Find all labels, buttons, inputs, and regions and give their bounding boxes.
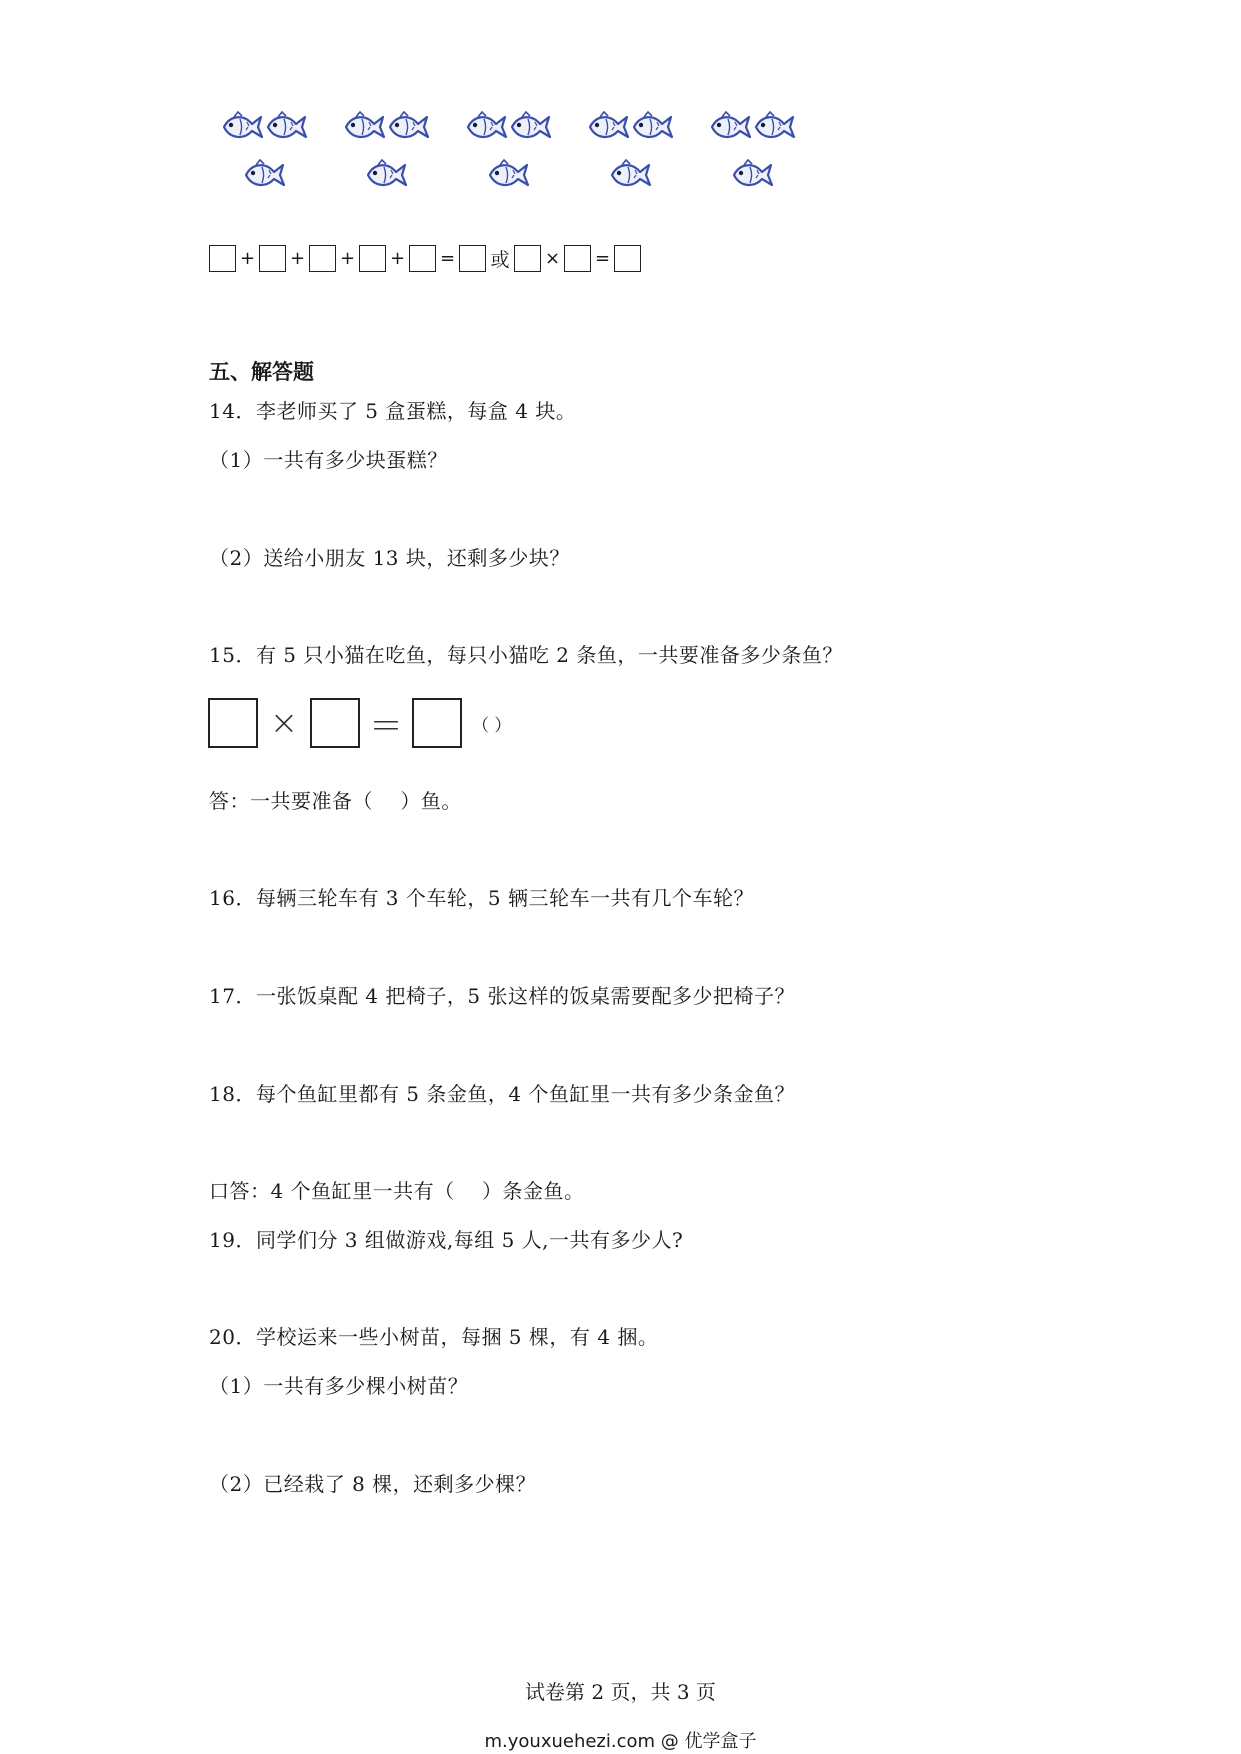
times-sign: × — [544, 247, 561, 269]
question-16: 16．每辆三轮车有 3 个车轮，5 辆三轮车一共有几个车轮？ — [209, 886, 754, 910]
answer-box[interactable] — [412, 698, 462, 748]
repeated-addition-equation — [209, 243, 641, 273]
fish-icon — [708, 110, 752, 144]
plus-sign: + — [339, 247, 356, 269]
equals-sign: ＝ — [369, 706, 403, 747]
answer-box[interactable] — [208, 698, 258, 748]
watermark: m.youxuehezi.com @ 优学盒子 — [484, 1731, 757, 1752]
fish-icon — [264, 110, 308, 144]
equals-sign: = — [439, 247, 456, 269]
answer-box[interactable] — [459, 245, 486, 272]
fish-icon — [242, 158, 286, 192]
question-18: 18．每个鱼缸里都有 5 条金鱼，4 个鱼缸里一共有多少条金鱼？ — [209, 1082, 795, 1106]
question-15-answer: 答：一共要准备（ ）鱼。 — [209, 789, 462, 813]
fish-icon — [364, 158, 408, 192]
answer-box[interactable] — [514, 245, 541, 272]
equals-sign: = — [594, 247, 611, 269]
fish-picture — [220, 110, 820, 205]
question-14-part-2: （2）送给小朋友 13 块，还剩多少块？ — [209, 546, 570, 570]
fish-group — [220, 110, 315, 205]
answer-box[interactable] — [209, 245, 236, 272]
page-number: 试卷第 2 页，共 3 页 — [525, 1680, 716, 1704]
fish-icon — [508, 110, 552, 144]
answer-box[interactable] — [564, 245, 591, 272]
answer-box[interactable] — [259, 245, 286, 272]
section-heading: 五、解答题 — [209, 360, 314, 384]
or-label: 或 — [490, 248, 510, 271]
question-15: 15．有 5 只小猫在吃鱼，每只小猫吃 2 条鱼，一共要准备多少条鱼？ — [209, 643, 843, 667]
plus-sign: + — [389, 247, 406, 269]
unit-blank[interactable]: （ ） — [472, 715, 512, 736]
fish-icon — [342, 110, 386, 144]
question-19: 19．同学们分 3 组做游戏,每组 5 人,一共有多少人? — [209, 1228, 684, 1252]
fish-icon — [608, 158, 652, 192]
question-20-part-1: （1）一共有多少棵小树苗？ — [209, 1374, 469, 1398]
question-17: 17．一张饭桌配 4 把椅子，5 张这样的饭桌需要配多少把椅子？ — [209, 984, 795, 1008]
fish-icon — [220, 110, 264, 144]
plus-sign: + — [239, 247, 256, 269]
answer-box[interactable] — [309, 245, 336, 272]
plus-sign: + — [289, 247, 306, 269]
question-14: 14．李老师买了 5 盒蛋糕，每盒 4 块。 — [209, 399, 577, 423]
fish-group — [342, 110, 437, 205]
fish-icon — [730, 158, 774, 192]
question-20-part-2: （2）已经栽了 8 棵，还剩多少棵？ — [209, 1472, 537, 1496]
fish-group — [464, 110, 559, 205]
answer-box[interactable] — [614, 245, 641, 272]
fish-group — [708, 110, 803, 205]
fish-icon — [586, 110, 630, 144]
fish-icon — [386, 110, 430, 144]
fish-icon — [464, 110, 508, 144]
times-sign: × — [269, 703, 299, 743]
answer-box[interactable] — [359, 245, 386, 272]
multiplication-equation — [208, 697, 511, 749]
fish-group — [586, 110, 681, 205]
answer-box[interactable] — [310, 698, 360, 748]
fish-icon — [630, 110, 674, 144]
answer-box[interactable] — [409, 245, 436, 272]
question-20: 20．学校运来一些小树苗，每捆 5 棵，有 4 捆。 — [209, 1325, 659, 1349]
question-14-part-1: （1）一共有多少块蛋糕？ — [209, 448, 448, 472]
question-18-answer: 口答：4 个鱼缸里一共有（ ）条金鱼。 — [209, 1179, 585, 1203]
fish-icon — [486, 158, 530, 192]
fish-icon — [752, 110, 796, 144]
